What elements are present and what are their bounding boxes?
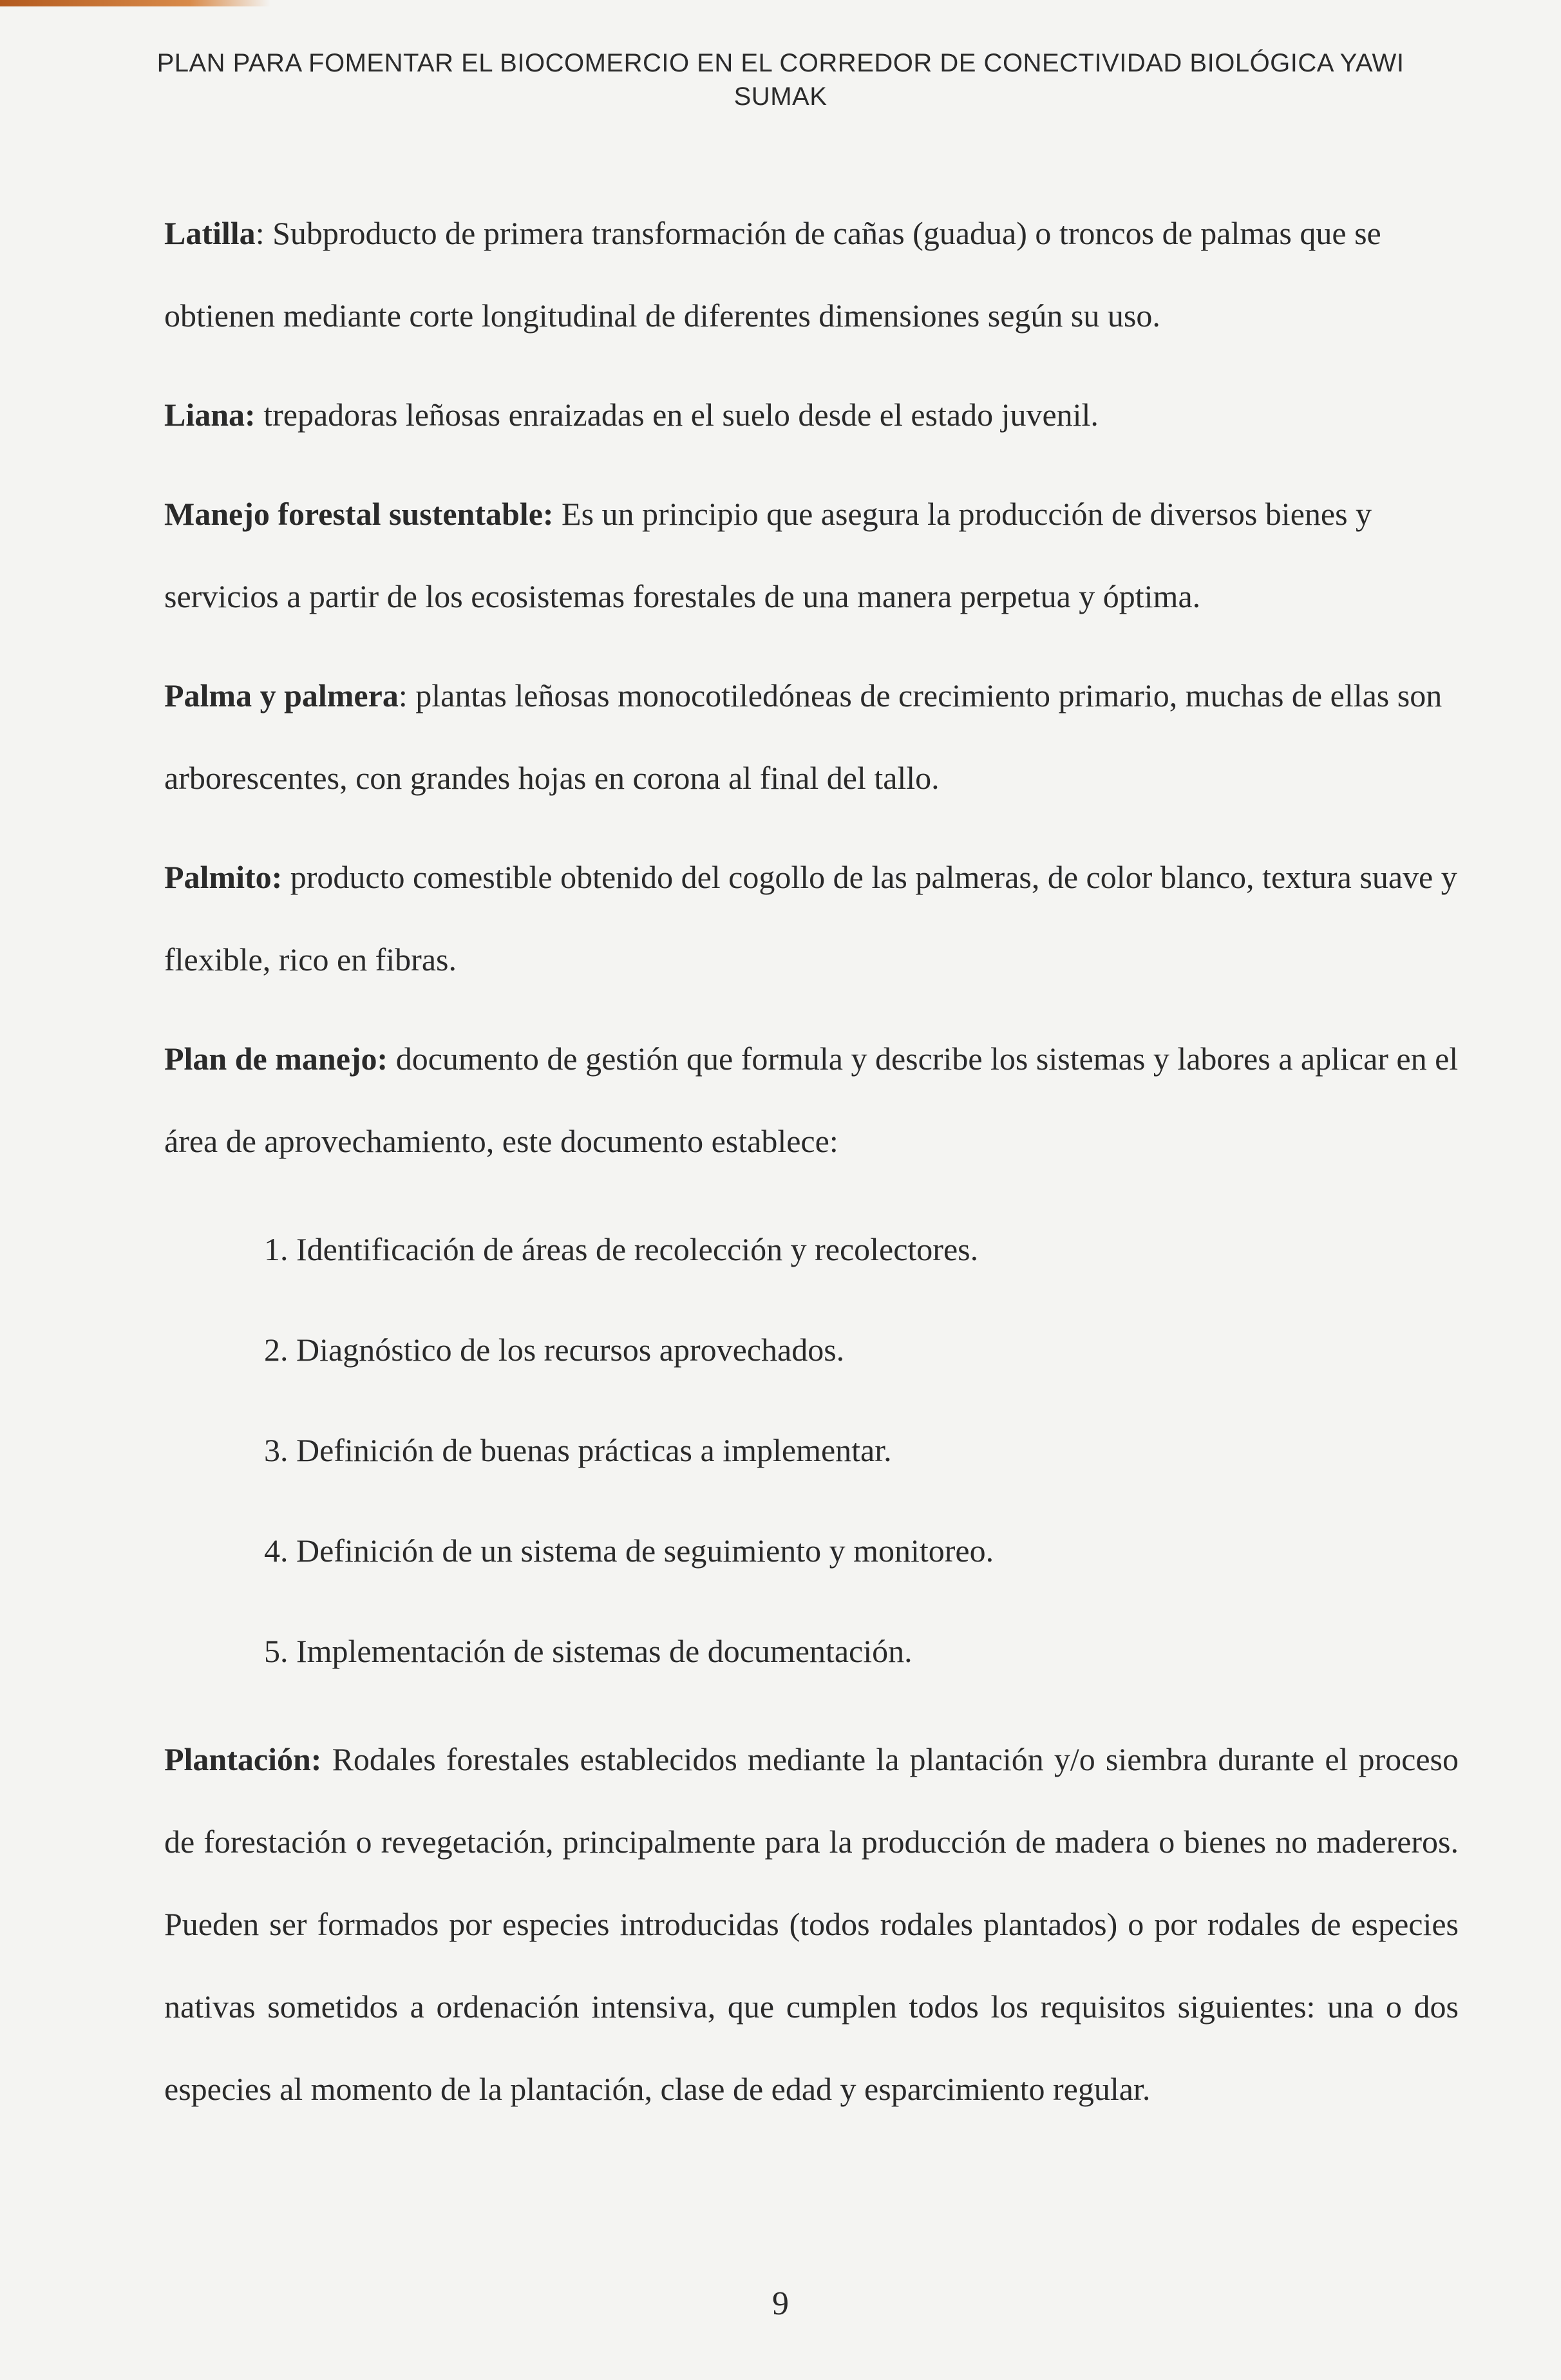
- list-item: 2. Diagnóstico de los recursos aprovechados.: [264, 1332, 845, 1368]
- page-number: 9: [772, 2285, 789, 2322]
- glossary-entry-plan-de-manejo: [164, 1017, 1459, 1182]
- glossary-term: Palma y palmera: [164, 677, 399, 713]
- glossary-term: Palmito:: [164, 859, 283, 895]
- term-separator: :: [398, 677, 416, 713]
- term-separator: [256, 397, 264, 433]
- glossary-definition: plantas leñosas monocotiledóneas de crecimiento primario, muchas de ellas son arborescentes, con grandes hojas en corona al final del tallo.: [164, 677, 1443, 796]
- running-header-line-2: SUMAK: [733, 82, 828, 111]
- glossary-term: Latilla: [164, 215, 256, 251]
- running-header: [0, 46, 1561, 113]
- glossary-content: [164, 192, 1459, 2147]
- term-separator: :: [255, 215, 273, 251]
- list-item: 3. Definición de buenas prácticas a implementar.: [264, 1432, 892, 1468]
- glossary-entry-liana: [164, 373, 1459, 456]
- glossary-term: Plantación:: [164, 1741, 322, 1777]
- glossary-definition: documento de gestión que formula y describe los sistemas y labores a aplicar en el área de aprovechamiento, este documento establece:: [164, 1041, 1459, 1159]
- list-item: 1. Identificación de áreas de recolección y recolectores.: [264, 1231, 979, 1267]
- list-item: 4. Definición de un sistema de seguimiento y monitoreo.: [264, 1533, 994, 1569]
- running-header-line-1: PLAN PARA FOMENTAR EL BIOCOMERCIO EN EL CORREDOR DE CONECTIVIDAD BIOLÓGICA YAWI: [156, 49, 1405, 77]
- glossary-term: Liana:: [164, 397, 256, 433]
- glossary-definition: Subproducto de primera transformación de cañas (guadua) o troncos de palmas que se obtienen mediante corte longitudinal de diferentes dimensiones según su uso.: [164, 215, 1381, 334]
- glossary-entry-palma: [164, 654, 1459, 819]
- glossary-definition: producto comestible obtenido del cogollo de las palmeras, de color blanco, textura suave y flexible, rico en fibras.: [164, 859, 1457, 978]
- term-separator: [388, 1041, 396, 1077]
- glossary-term: Manejo forestal sustentable:: [164, 496, 554, 532]
- glossary-definition: Es un principio que asegura la producción de diversos bienes y servicios a partir de los ecosistemas forestales de una manera perpetua y óptima.: [164, 496, 1372, 614]
- list-item: 5. Implementación de sistemas de documentación.: [264, 1633, 913, 1669]
- term-separator: [282, 859, 290, 895]
- top-edge-decoration: [0, 0, 270, 6]
- glossary-entry-latilla: [164, 192, 1459, 357]
- glossary-entry-plantacion: [164, 1718, 1459, 2130]
- glossary-definition: trepadoras leñosas enraizadas en el suelo desde el estado juvenil.: [263, 397, 1099, 433]
- glossary-entry-palmito: [164, 836, 1459, 1001]
- plan-steps-list: [164, 1199, 1459, 1701]
- term-separator: [554, 496, 562, 532]
- glossary-term: Plan de manejo:: [164, 1041, 388, 1077]
- glossary-definition: Rodales forestales establecidos mediante la plantación y/o siembra durante el proceso de forestación o revegetación, principalmente para la producción de madera o bienes no madereros. Pueden ser formados por especies introducidas (todos rodales plantados) o por rodales de especies nativas sometidos a ordenación intensiva, que cumplen todos los requisitos siguientes: una o dos especies al momento de la plantación, clase de edad y esparcimiento regular.: [164, 1741, 1459, 2107]
- term-separator: [321, 1741, 332, 1777]
- glossary-entry-manejo-forestal: [164, 473, 1459, 638]
